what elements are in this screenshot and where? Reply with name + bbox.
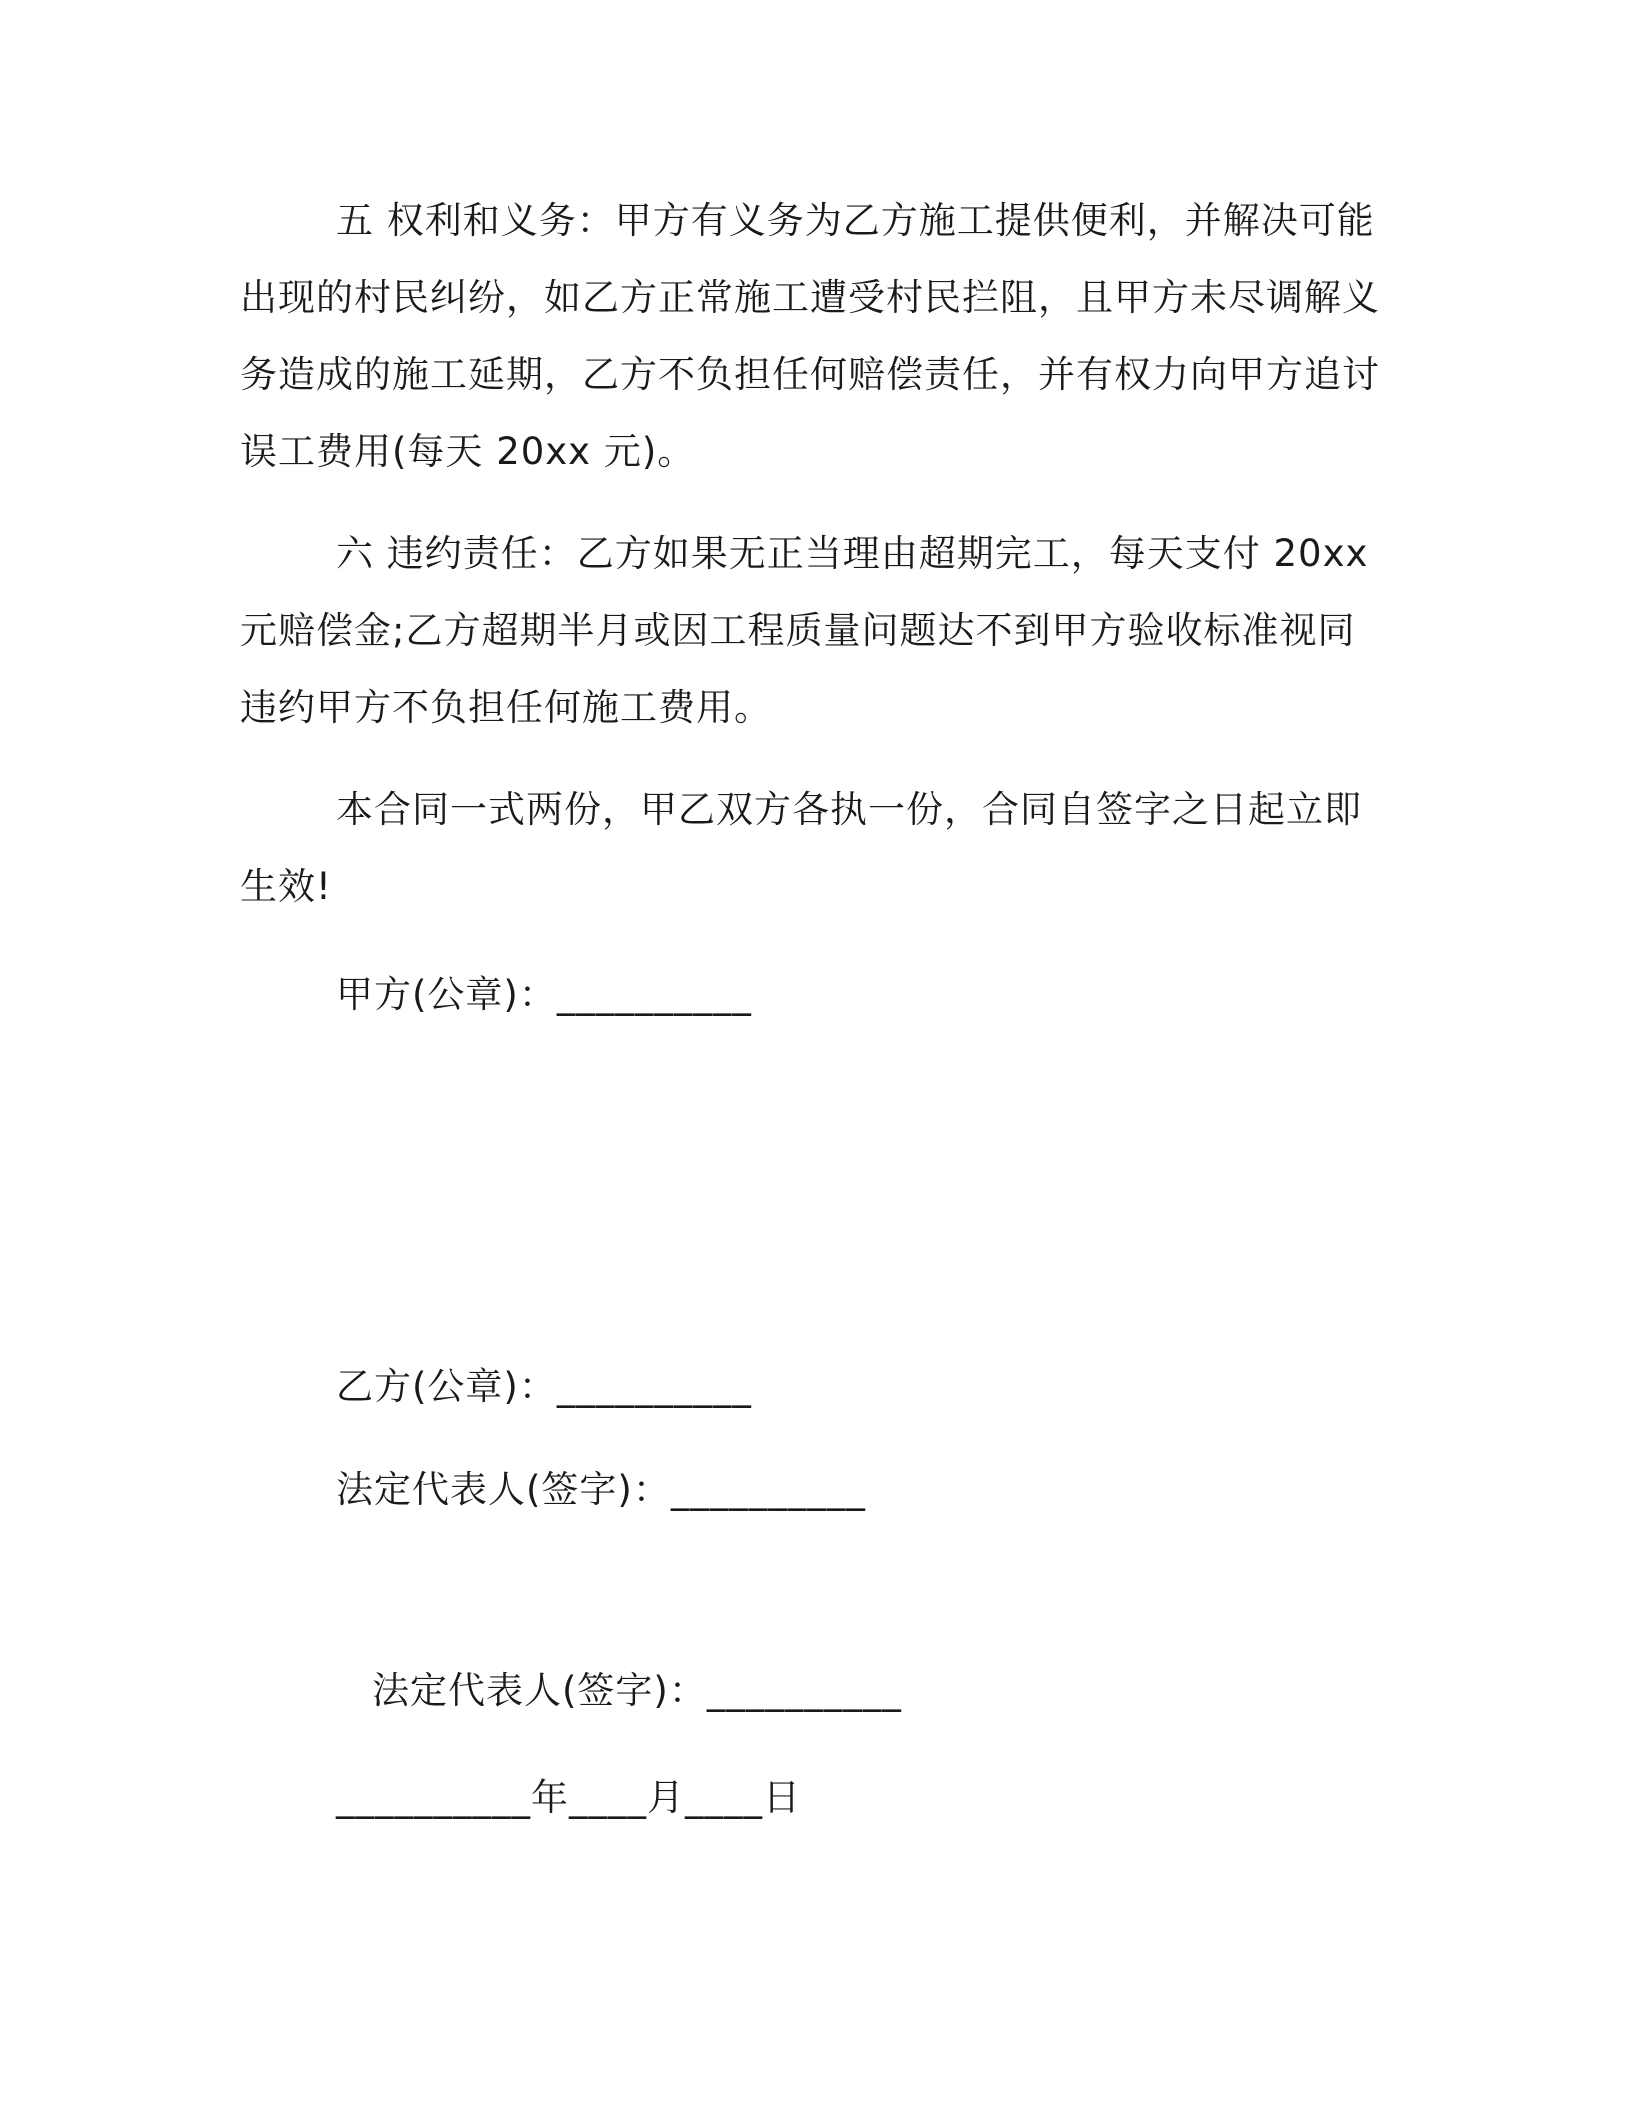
legal-representative-signature-line-2: 法定代表人(签字)：__________ — [372, 1669, 902, 1712]
party-a-seal-line: 甲方(公章)：__________ — [336, 973, 752, 1016]
clause-breach-liability: 六 违约责任：乙方如果无正当理由超期完工，每天支付 20xx 元赔偿金;乙方超期半月或因工程质量问题达不到甲方验收标准视同违约甲方不负担任何施工费用。 — [240, 532, 1369, 729]
party-b-seal-line: 乙方(公章)：__________ — [336, 1365, 752, 1408]
date-line: __________年____月____日 — [336, 1776, 801, 1819]
clause-effectiveness: 本合同一式两份，甲乙双方各执一份，合同自签字之日起立即生效! — [240, 788, 1362, 908]
clause-rights-obligations: 五 权利和义务：甲方有义务为乙方施工提供便利，并解决可能出现的村民纠纷，如乙方正常施工遭受村民拦阻，且甲方未尽调解义务造成的施工延期，乙方不负担任何赔偿责任，并有权力向甲方追讨误工费用(每天 20xx 元)。 — [240, 199, 1380, 473]
legal-representative-signature-line: 法定代表人(签字)：__________ — [336, 1468, 866, 1511]
